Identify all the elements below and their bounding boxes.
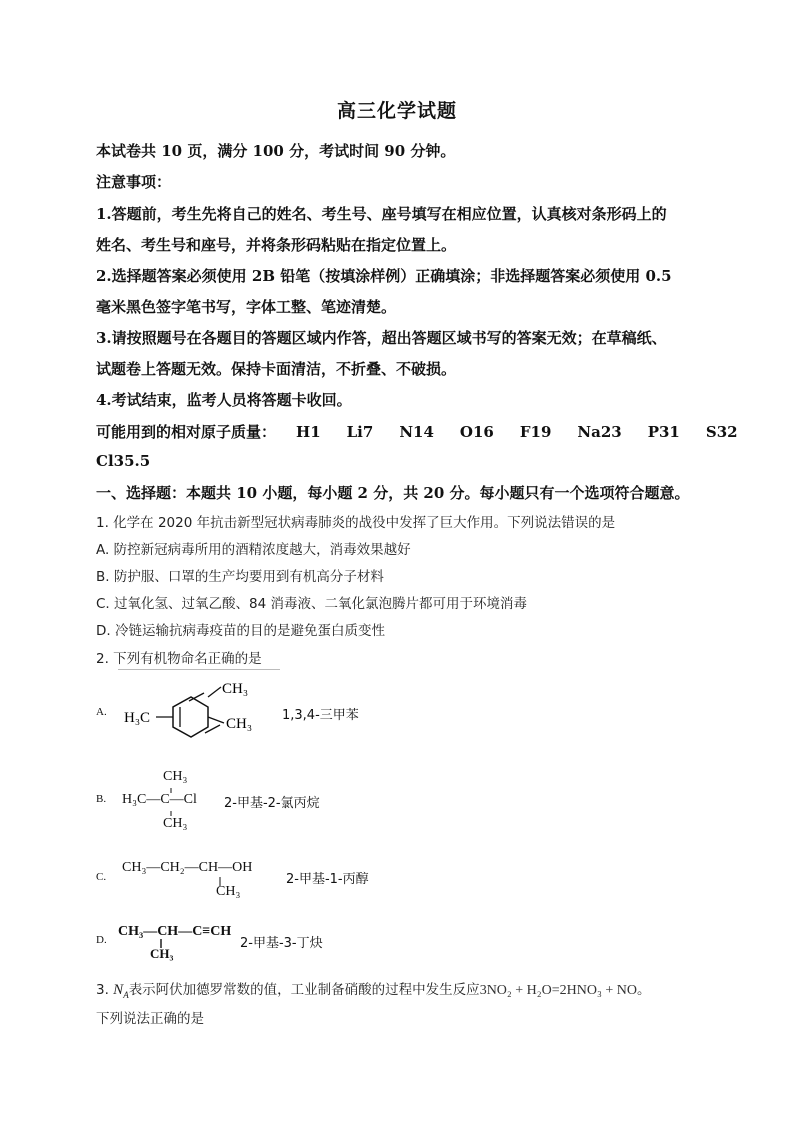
methyl-label: CH₃: [222, 681, 249, 697]
atomic-masses: [96, 421, 738, 442]
formula-fragment: CH₃—CH₂—CH—OH: [122, 860, 253, 875]
question-1-stem: 1. 化学在 2020 年抗击新型冠状病毒肺炎的战役中发挥了巨大作用。下列说法错误的是: [96, 515, 616, 531]
atom-mass: Na23: [577, 423, 622, 441]
formula-fragment: CH₃: [216, 884, 241, 899]
question-2-stem: 2. 下列有机物命名正确的是: [96, 651, 262, 667]
atom-mass: S32: [705, 423, 738, 441]
atomic-masses-label: 可能用到的相对原子质量：: [96, 423, 277, 441]
notice-line: 姓名、考生号和座号，并将条形码粘贴在指定位置上。: [96, 236, 457, 254]
atom-mass: Cl35.5: [96, 452, 151, 470]
methyl-label: H₃C: [124, 710, 151, 726]
question-1-option-b: B. 防护服、口罩的生产均要用到有机高分子材料: [96, 569, 384, 585]
bond-lines: [210, 874, 230, 888]
reaction-equation: 3NO₂ + H₂O=2HNO₃ + NO: [479, 983, 638, 998]
benzene-structure: [118, 676, 278, 752]
question-text: 。: [637, 982, 651, 998]
formula-fragment: CH₃: [150, 946, 174, 961]
avogadro-symbol: $N_A$: [113, 982, 129, 1000]
formula-fragment: CH₃: [163, 769, 188, 784]
notice-line: 2.选择题答案必须使用 2B 铅笔（按填涂样例）正确填涂；非选择题答案必须使用 0.5: [96, 267, 672, 285]
atom-mass: P31: [647, 423, 680, 441]
question-1-option-c: C. 过氧化氢、过氧乙酸、84 消毒液、二氧化氯泡腾片都可用于环境消毒: [96, 596, 527, 612]
bond-lines: [150, 784, 180, 824]
atom-mass: O16: [459, 423, 494, 441]
divider: [118, 669, 280, 670]
formula-fragment: H₃C—C—Cl: [122, 792, 197, 807]
page-title: 高三化学试题: [336, 100, 457, 122]
notice-line: 试题卷上答题无效。保持卡面清洁，不折叠、不破损。: [96, 360, 457, 378]
question-2-option-a-letter: A.: [96, 706, 107, 718]
question-3-stem: [96, 978, 651, 1000]
atom-mass: Li7: [346, 423, 374, 441]
question-2-option-d-letter: D.: [96, 934, 107, 946]
notice-line: 4.考试结束，监考人员将答题卡收回。: [96, 391, 352, 409]
bond-lines: [152, 936, 172, 950]
question-1-option-d: D. 冷链运输抗病毒疫苗的目的是避免蛋白质变性: [96, 623, 385, 639]
question-2-option-b-name: 2-甲基-2-氯丙烷: [224, 796, 320, 811]
formula-fragment: CH₃: [163, 816, 188, 831]
notice-line: 毫米黑色签字笔书写，字体工整、笔迹清楚。: [96, 298, 397, 316]
question-1-option-a: A. 防控新冠病毒所用的酒精浓度越大，消毒效果越好: [96, 542, 411, 558]
atom-mass: F19: [519, 423, 552, 441]
question-2-option-c-name: 2-甲基-1-丙醇: [286, 872, 369, 887]
notice-line: 1.答题前，考生先将自己的姓名、考生号、座号填写在相应位置，认真核对条形码上的: [96, 205, 667, 223]
question-2-option-b-letter: B.: [96, 793, 107, 805]
methyl-label: CH₃: [226, 716, 253, 732]
question-number: 3.: [96, 982, 114, 998]
section-heading: 一、选择题：本题共 10 小题，每小题 2 分，共 20 分。每小题只有一个选项符合题意。: [96, 484, 690, 502]
notice-line: 3.请按照题号在各题目的答题区域内作答，超出答题区域书写的答案无效；在草稿纸、: [96, 329, 667, 347]
atom-mass: H1: [296, 423, 321, 441]
exam-intro: 本试卷共 10 页，满分 100 分，考试时间 90 分钟。: [96, 142, 456, 160]
question-2-option-a-name: 1,3,4-三甲苯: [282, 708, 359, 723]
formula-fragment: CH₃—CH—C≡CH: [118, 924, 232, 939]
question-text: 表示阿伏加德罗常数的值，工业制备硝酸的过程中发生反应: [128, 982, 480, 998]
question-2-option-c-letter: C.: [96, 871, 107, 883]
notice-heading: 注意事项：: [96, 173, 172, 191]
question-2-option-d-name: 2-甲基-3-丁炔: [240, 936, 323, 951]
atom-mass: N14: [399, 423, 434, 441]
question-3-line2: 下列说法正确的是: [96, 1011, 204, 1027]
